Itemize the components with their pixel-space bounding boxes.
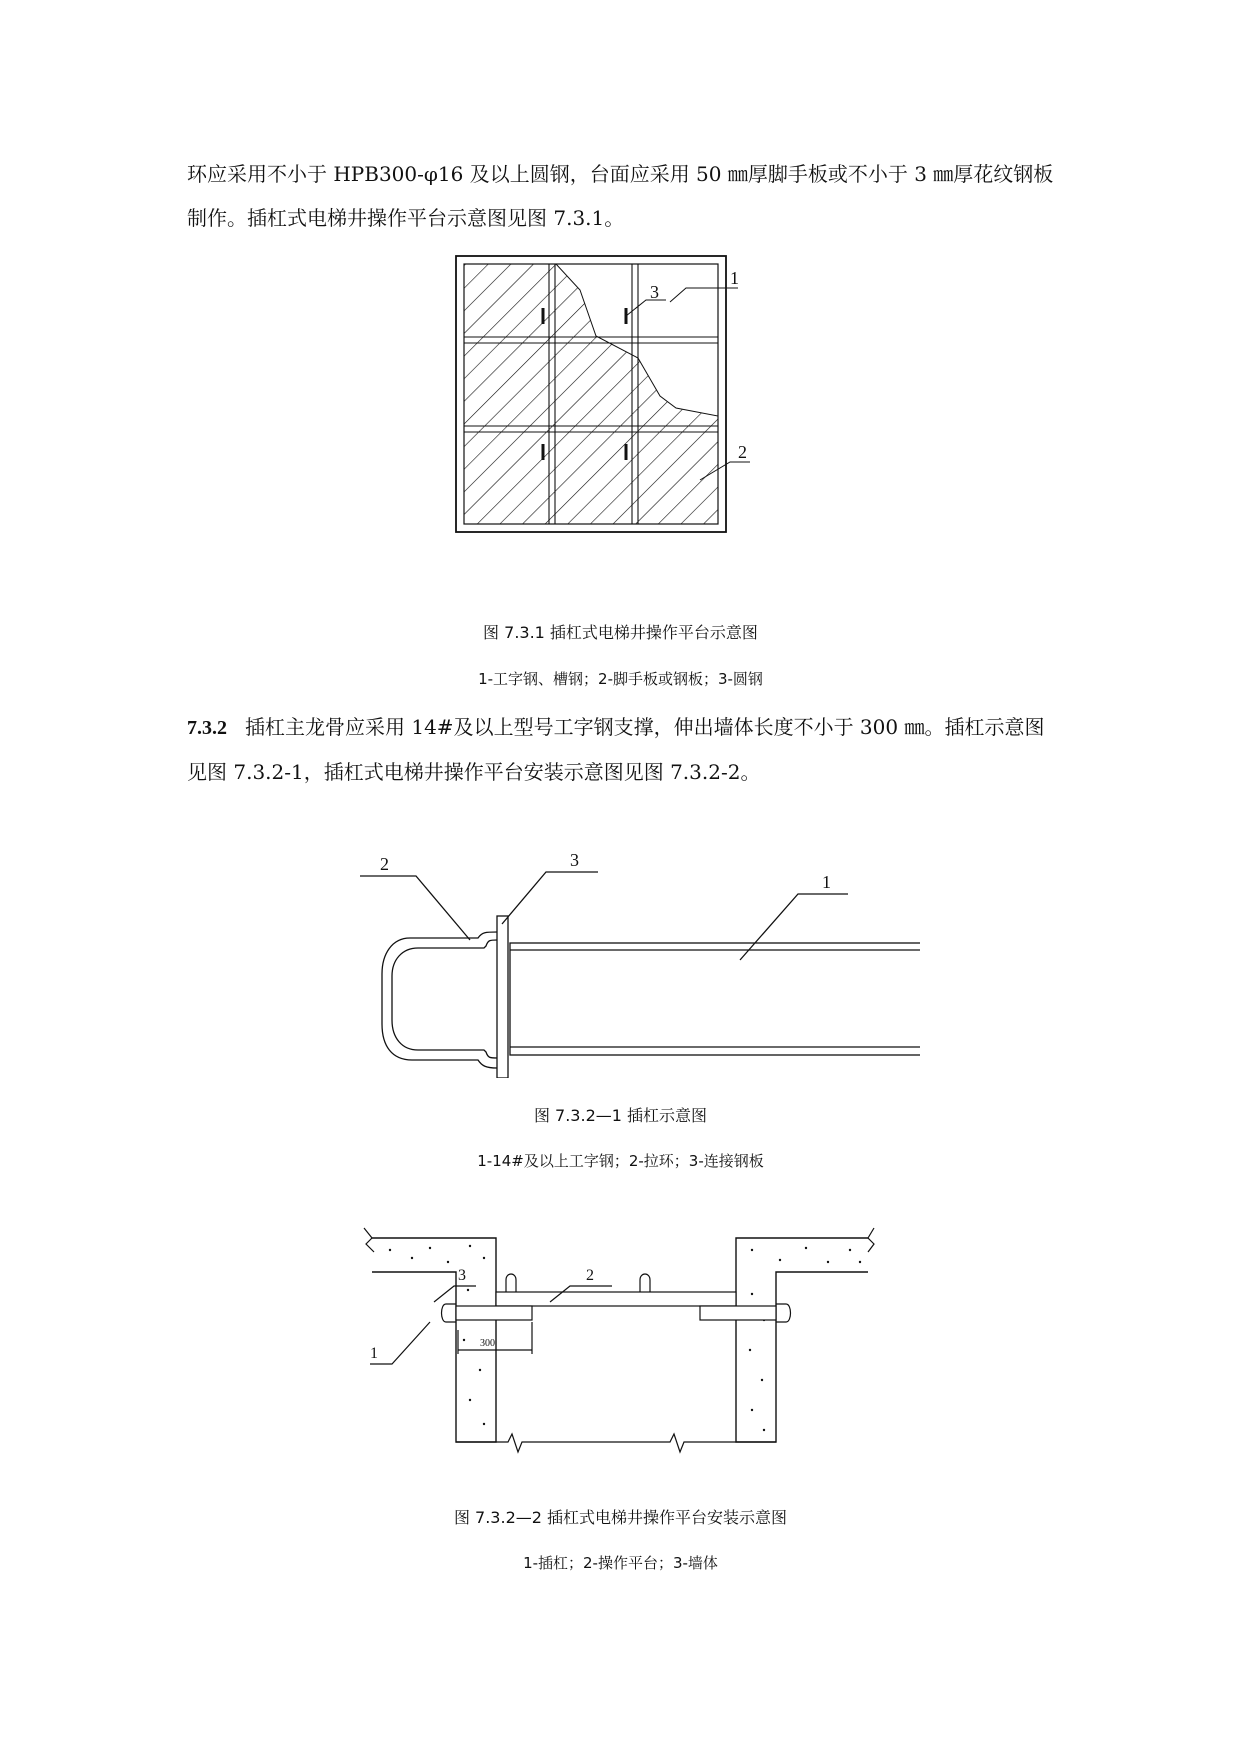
figure3-legend: 1-插杠；2-操作平台；3-墙体 — [523, 1554, 718, 1572]
connection-plate — [497, 916, 508, 1078]
insert-bar-left — [456, 1306, 532, 1320]
pull-ring — [392, 940, 497, 1058]
figure3-caption: 图 7.3.2—2 插杠式电梯井操作平台安装示意图 — [453, 1508, 788, 1527]
insert-bar-right — [700, 1306, 776, 1320]
callout-3: 3 — [650, 282, 659, 302]
right-wall — [736, 1238, 868, 1442]
callout-1: 1 — [730, 268, 739, 288]
figure-platform-plan — [440, 244, 760, 544]
section-number: 7.3.2 — [187, 717, 227, 739]
figure2-legend: 1-14#及以上工字钢；2-拉环；3-连接钢板 — [477, 1152, 764, 1170]
body-paragraph-2 — [187, 705, 1057, 794]
callout-3: 3 — [570, 850, 579, 870]
left-wall — [372, 1238, 496, 1442]
operation-platform — [496, 1292, 736, 1306]
figure2-caption: 图 7.3.2—1 插杠示意图 — [533, 1106, 708, 1125]
callout-2: 2 — [586, 1267, 594, 1284]
section-text: 插杠主龙骨应采用 14#及以上型号工字钢支撑，伸出墙体长度不小于 300 ㎜。插杠示意图见图 7.3.2-1，插杠式电梯井操作平台安装示意图见图 7.3.2-2。 — [187, 715, 1045, 784]
figure1-legend: 1-工字钢、槽钢；2-脚手板或钢板；3-圆钢 — [478, 670, 763, 688]
deck-board-hatch — [464, 264, 718, 524]
callout-1: 1 — [822, 872, 831, 892]
figure1-caption: 图 7.3.1 插杠式电梯井操作平台示意图 — [483, 623, 758, 642]
i-beam — [510, 943, 920, 1055]
body-paragraph-1: 环应采用不小于 HPB300-φ16 及以上圆钢，台面应采用 50 ㎜厚脚手板或不小于 3 ㎜厚花纹钢板制作。插杠式电梯井操作平台示意图见图 7.3.1。 — [187, 162, 1054, 230]
callout-1: 1 — [370, 1345, 378, 1362]
callout-3: 3 — [458, 1267, 466, 1284]
dimension-300: 300 — [480, 1338, 495, 1349]
figure-insert-bar — [340, 828, 920, 1078]
figure-installation — [360, 1210, 880, 1480]
callout-2: 2 — [380, 854, 389, 874]
callout-2: 2 — [738, 442, 747, 462]
